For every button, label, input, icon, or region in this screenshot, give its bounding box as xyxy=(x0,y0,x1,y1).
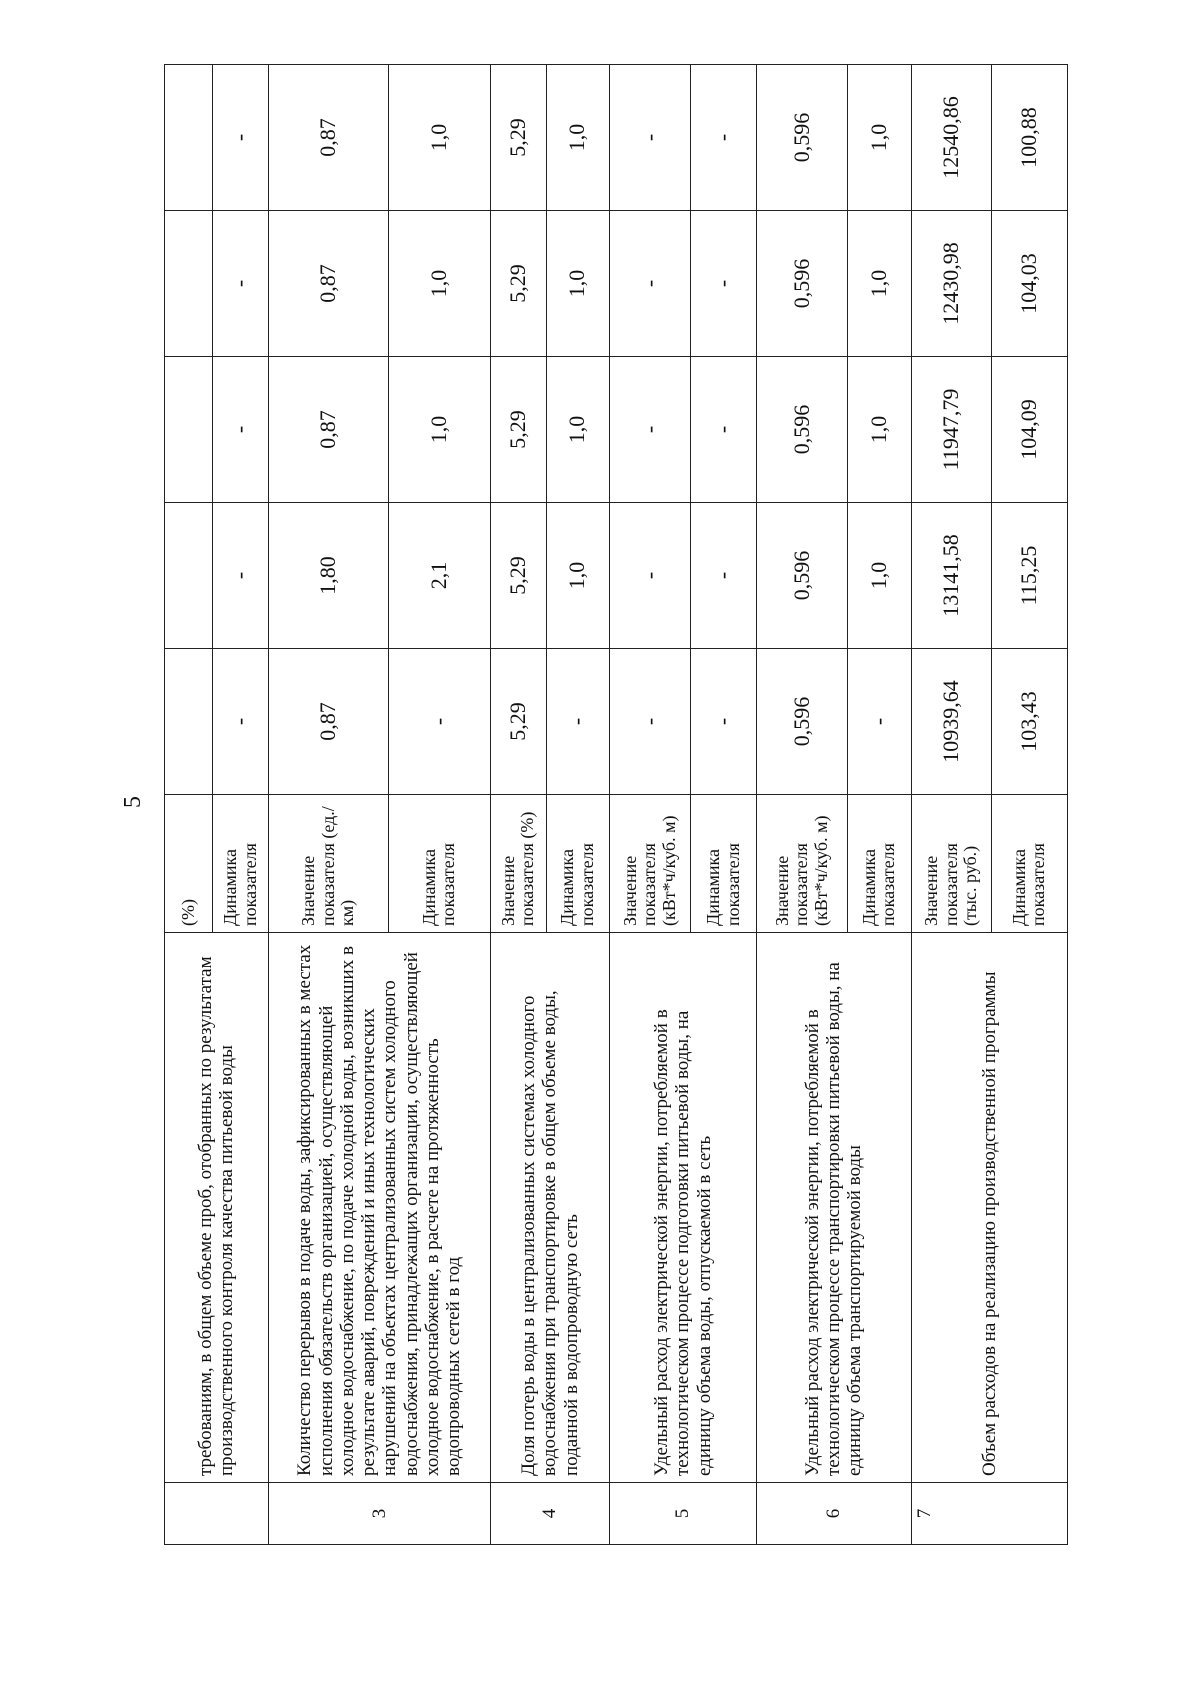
value-cell: 1,0 xyxy=(388,357,490,503)
value-cell: 5,29 xyxy=(490,65,546,211)
indicator-type-label: Значение показателя (тыс. руб.) xyxy=(911,795,991,933)
value-cell: - xyxy=(213,649,269,795)
value-cell: 13141,58 xyxy=(911,503,991,649)
value-cell: 1,0 xyxy=(848,503,911,649)
value-cell: 12540,86 xyxy=(911,65,991,211)
indicator-type-label: Динамика показателя xyxy=(213,795,269,933)
value-cell: 0,87 xyxy=(268,357,388,503)
row-number: 7 xyxy=(911,1483,1067,1545)
value-cell: - xyxy=(609,211,690,357)
indicator-type-label: Значение показателя (кВт*ч/куб. м) xyxy=(609,795,690,933)
row-number: 5 xyxy=(609,1483,756,1545)
value-cell: - xyxy=(609,357,690,503)
row-number: 3 xyxy=(268,1483,490,1545)
value-cell: 0,87 xyxy=(268,649,388,795)
value-cell: - xyxy=(213,65,269,211)
value-cell: 1,0 xyxy=(848,65,911,211)
value-cell: 1,0 xyxy=(546,503,609,649)
value-cell xyxy=(165,211,213,357)
value-cell: 10939,64 xyxy=(911,649,991,795)
value-cell: - xyxy=(213,503,269,649)
value-cell: - xyxy=(609,503,690,649)
indicator-type-label: Значение показателя (%) xyxy=(490,795,546,933)
value-cell: - xyxy=(213,357,269,503)
value-cell: 1,0 xyxy=(388,65,490,211)
value-cell: 0,596 xyxy=(756,649,847,795)
value-cell: 0,87 xyxy=(268,211,388,357)
indicator-type-label: Динамика показателя xyxy=(388,795,490,933)
value-cell: 1,0 xyxy=(546,211,609,357)
indicator-type-label: (%) xyxy=(165,795,213,933)
value-cell: 1,0 xyxy=(546,65,609,211)
value-cell: 0,596 xyxy=(756,357,847,503)
value-cell: 0,596 xyxy=(756,211,847,357)
page-number: 5 xyxy=(120,796,146,808)
indicator-name: Доля потерь воды в централизованных системах холодного водоснабжения при транспортировке в общем объеме воды, поданной в водопроводную сеть xyxy=(490,933,609,1483)
value-cell: - xyxy=(691,65,757,211)
value-cell: 115,25 xyxy=(991,503,1067,649)
value-cell: 104,09 xyxy=(991,357,1067,503)
value-cell: 5,29 xyxy=(490,649,546,795)
value-cell: - xyxy=(848,649,911,795)
indicator-type-label: Динамика показателя xyxy=(848,795,911,933)
indicator-type-label: Значение показателя (ед./км) xyxy=(268,795,388,933)
value-cell: - xyxy=(546,649,609,795)
value-cell: 1,0 xyxy=(388,211,490,357)
value-cell: - xyxy=(213,211,269,357)
value-cell: 5,29 xyxy=(490,211,546,357)
value-cell: - xyxy=(609,649,690,795)
indicator-type-label: Значение показателя (кВт*ч/куб. м) xyxy=(756,795,847,933)
value-cell xyxy=(165,649,213,795)
value-cell: - xyxy=(388,649,490,795)
value-cell xyxy=(165,503,213,649)
value-cell: 12430,98 xyxy=(911,211,991,357)
row-number xyxy=(165,1483,269,1545)
value-cell: 11947,79 xyxy=(911,357,991,503)
value-cell: 0,596 xyxy=(756,503,847,649)
value-cell: - xyxy=(691,211,757,357)
value-cell: - xyxy=(691,649,757,795)
value-cell: - xyxy=(691,357,757,503)
indicator-type-label: Динамика показателя xyxy=(546,795,609,933)
value-cell: 1,0 xyxy=(848,211,911,357)
table-row xyxy=(490,65,546,1545)
value-cell: - xyxy=(609,65,690,211)
value-cell: 2,1 xyxy=(388,503,490,649)
indicator-name: Удельный расход электрической энергии, потребляемой в технологическом процессе транспортировки питьевой воды, на единицу объема транспортируемой воды xyxy=(756,933,911,1483)
indicator-name: требованиям, в общем объеме проб, отобранных по результатам производственного контроля качества питьевой воды xyxy=(165,933,269,1483)
table-row xyxy=(268,65,388,1545)
value-cell: 1,80 xyxy=(268,503,388,649)
value-cell: 103,43 xyxy=(991,649,1067,795)
table-row xyxy=(756,65,847,1545)
table-row xyxy=(911,65,991,1545)
value-cell: 0,596 xyxy=(756,65,847,211)
value-cell: 1,0 xyxy=(546,357,609,503)
value-cell xyxy=(165,357,213,503)
value-cell: - xyxy=(691,503,757,649)
row-number: 4 xyxy=(490,1483,609,1545)
value-cell xyxy=(165,65,213,211)
indicator-type-label: Динамика показателя xyxy=(691,795,757,933)
indicator-name: Объем расходов на реализацию производственной программы xyxy=(911,933,1067,1483)
rotated-page xyxy=(164,65,1068,1545)
value-cell: 104,03 xyxy=(991,211,1067,357)
value-cell: 5,29 xyxy=(490,503,546,649)
indicator-name: Количество перерывов в подаче воды, зафиксированных в местах исполнения обязательств организацией, осуществляющей холодное водоснабжение, по подаче холодной воды, возникших в результате аварий, повреждений и иных технологических нарушений на объектах централизованных систем холодного водоснабжения, принадлежащих организации, осуществляющей холодное водоснабжение, в расчете на протяженность водопроводных сетей в год xyxy=(268,933,490,1483)
indicator-name: Удельный расход электрической энергии, потребляемой в технологическом процессе подготовки питьевой воды, на единицу объема воды, отпускаемой в сеть xyxy=(609,933,756,1483)
value-cell: 100,88 xyxy=(991,65,1067,211)
indicator-type-label: Динамика показателя xyxy=(991,795,1067,933)
value-cell: 5,29 xyxy=(490,357,546,503)
indicators-table xyxy=(164,64,1068,1545)
value-cell: 1,0 xyxy=(848,357,911,503)
table-row xyxy=(165,65,213,1545)
value-cell: 0,87 xyxy=(268,65,388,211)
row-number: 6 xyxy=(756,1483,911,1545)
table-row xyxy=(609,65,690,1545)
